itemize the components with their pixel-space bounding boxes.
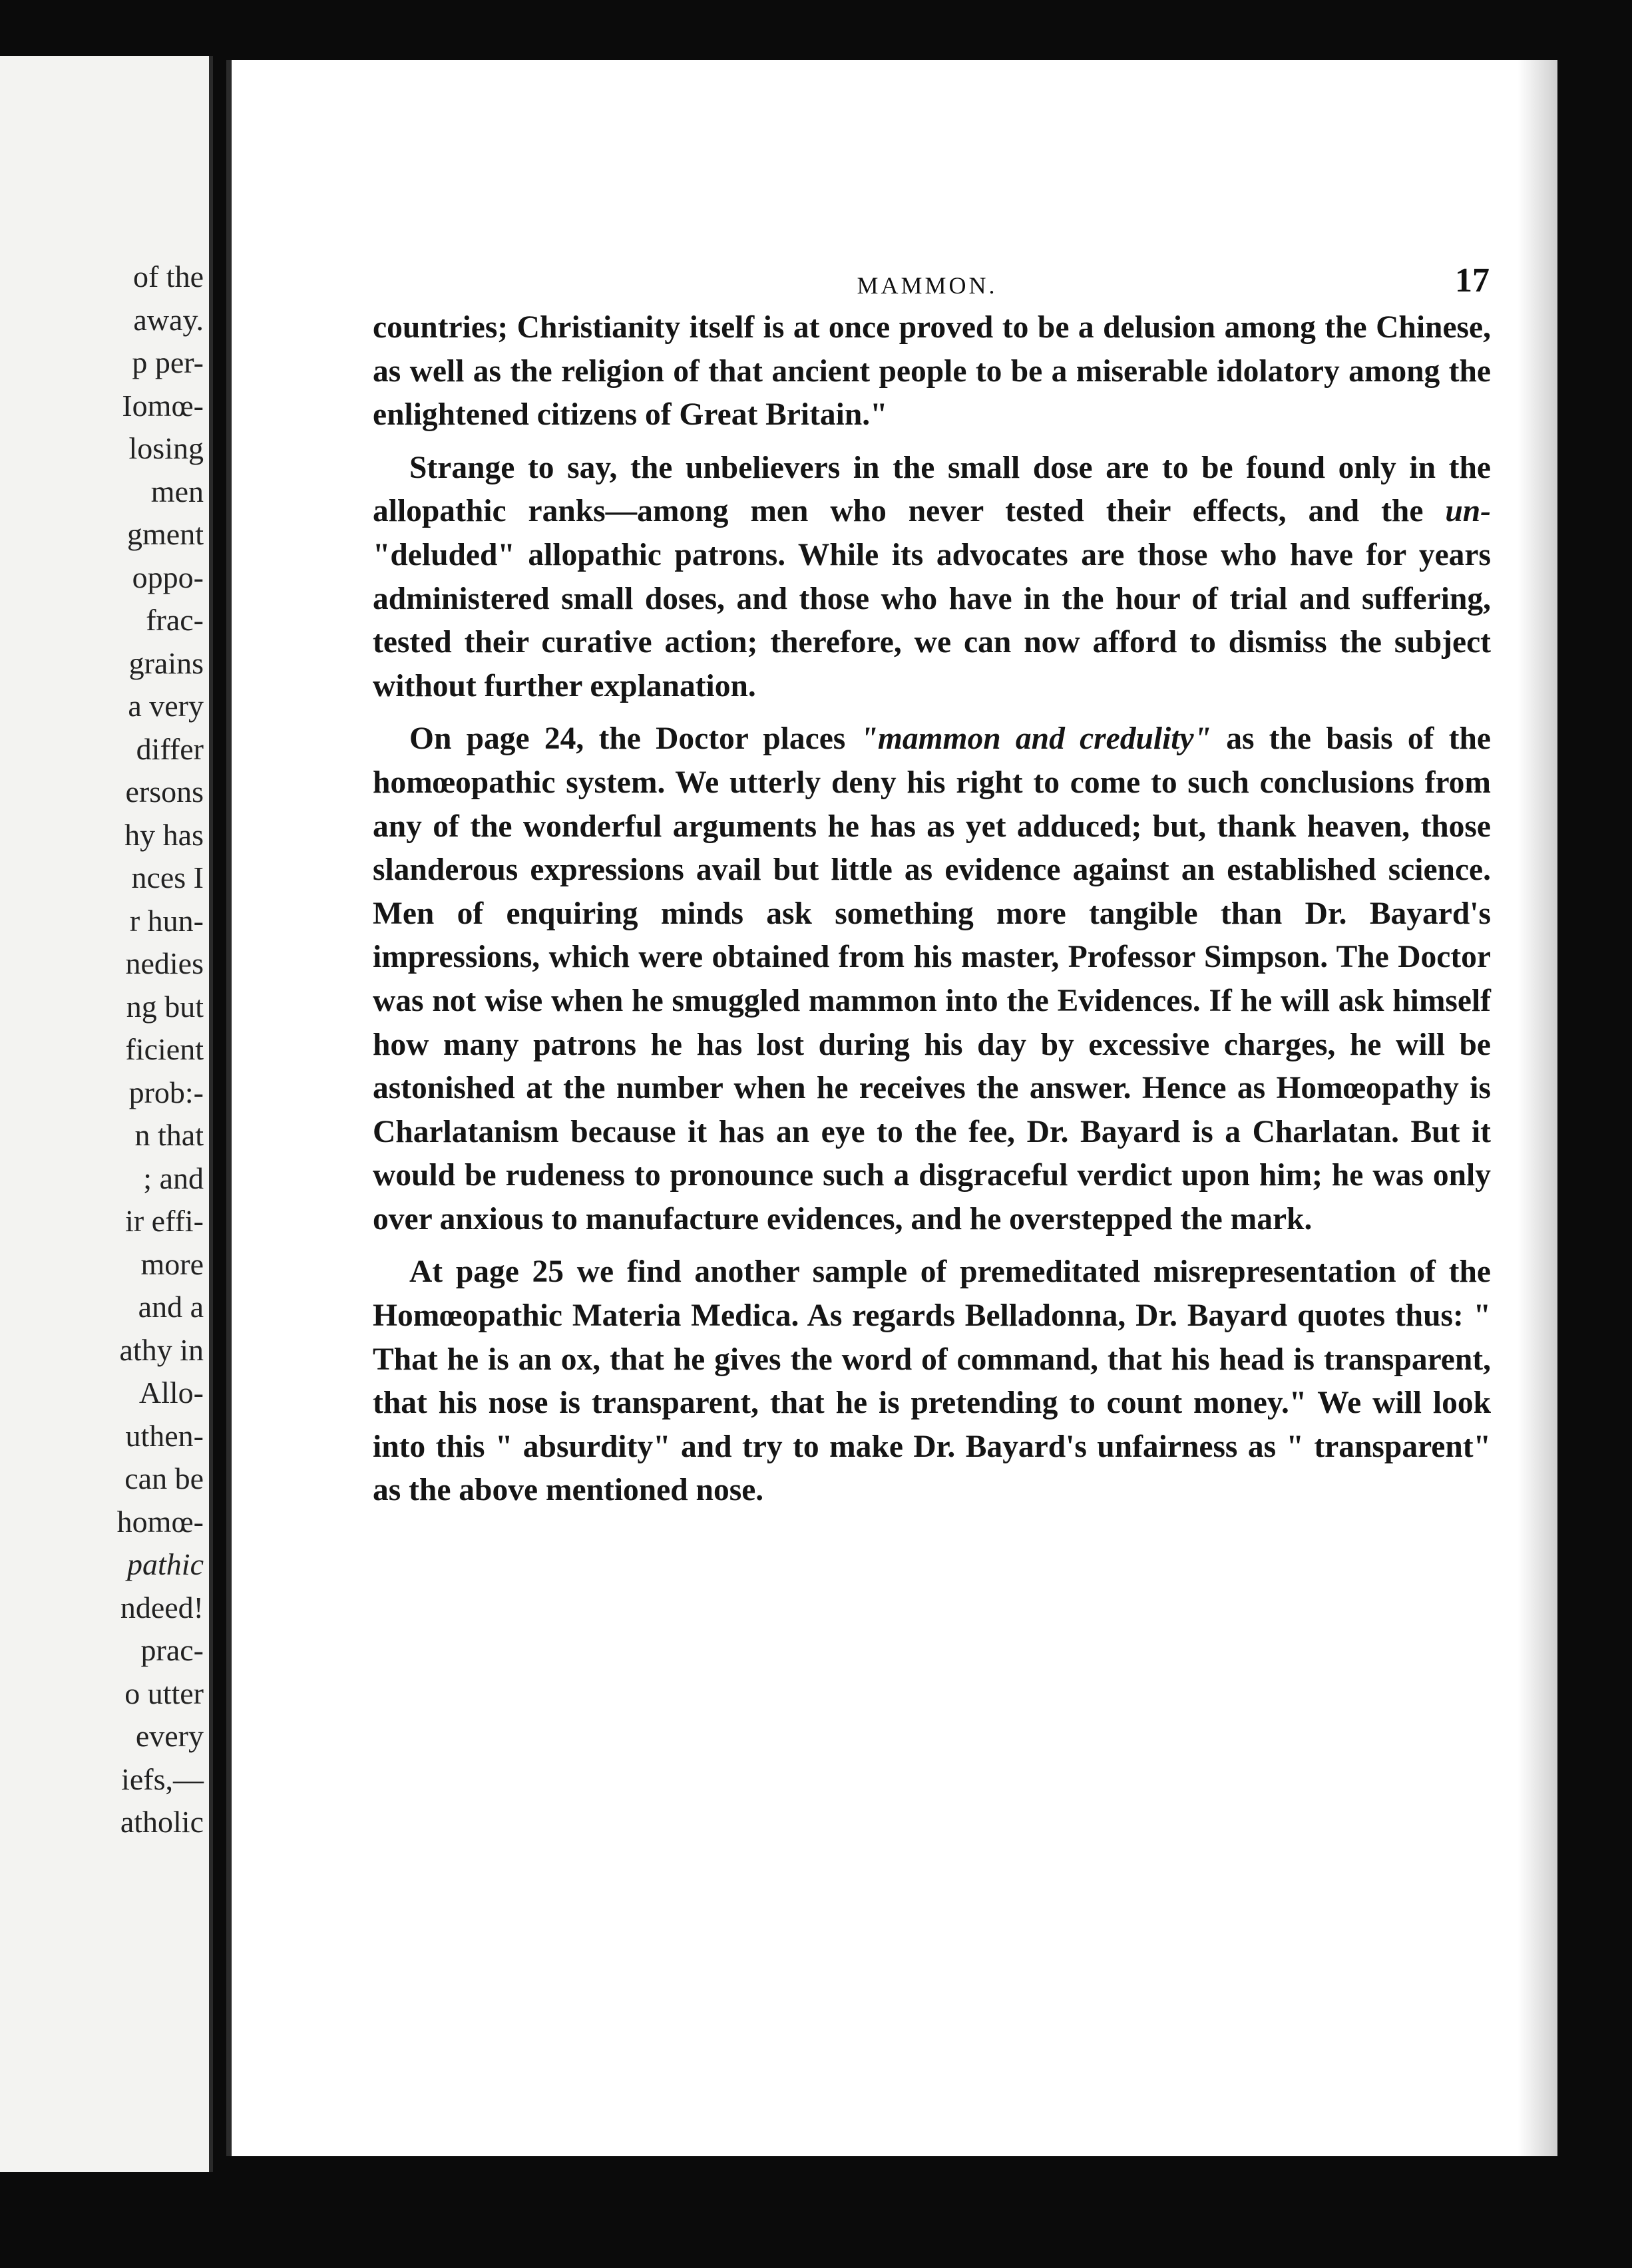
left-page-line: grains [128,646,204,680]
page-edge-shadow [1518,60,1557,2156]
left-page-line: nces I [131,860,204,894]
left-page-line: and a [138,1290,204,1324]
left-page-line: uthen- [125,1418,204,1453]
paragraph [373,306,1491,437]
paragraph [373,717,1491,1241]
left-page-line: nedies [125,946,204,980]
left-page-line: ir effi- [125,1204,204,1238]
left-page-line: homœ- [116,1504,204,1539]
left-page-line: p per- [132,345,204,379]
left-page-line: n that [134,1118,204,1152]
left-page-line: Iomœ- [122,388,204,423]
left-page-line: ng but [126,989,204,1024]
left-page-line: prob:- [128,1075,204,1109]
left-page-text-column [117,256,204,1844]
left-page-line: iefs,— [121,1762,204,1796]
left-page-line: atholic [120,1805,204,1839]
left-page-line: a very [128,689,204,723]
left-page-line: differ [136,731,204,766]
running-head [365,260,1490,306]
left-page-line: hy has [124,817,204,852]
left-page-line: ; and [143,1161,204,1195]
paragraph [373,1250,1491,1513]
text-run: "deluded" allopathic patrons. While its advocates are those who have for years administered small doses, and those who have in the hour of trial and suffering, tested their curative action; therefore, we can now afford to dismiss the subject without further explanation. [373,537,1491,703]
left-page-line: ndeed! [120,1590,204,1624]
left-page-line: prac- [140,1633,204,1667]
left-page-line: r hun- [129,903,204,938]
left-page-line: pathic [127,1547,204,1581]
left-page-line: every [135,1719,204,1753]
text-run: On page 24, the Doctor places [409,721,861,757]
left-page-line: frac- [146,603,204,637]
page-number: 17 [1455,262,1490,299]
left-page-line: of the [132,260,204,293]
book-gutter [209,56,213,2172]
italic-text-run: un- [1445,494,1491,529]
left-page-line: oppo- [132,560,204,594]
left-page-fragment [0,56,213,2172]
italic-text-run: "mammon and credulity" [860,721,1211,757]
left-page-line: men [150,474,204,508]
left-page-line: gment [127,517,204,551]
left-page-line: away. [133,302,204,337]
left-page-line: more [140,1246,204,1281]
text-run: countries; Christianity itself is at once proved to be a delusion among the Chinese, as well as the religion of that ancient people to be a miserable idolatory among the enlightened citizens of Great Britain." [373,310,1491,433]
left-page-line: ficient [125,1032,204,1066]
left-page-line: can be [124,1461,204,1495]
left-page-line: athy in [119,1332,204,1367]
paragraph [373,447,1491,709]
body-text [373,306,1491,1513]
text-run: Strange to say, the unbelievers in the small dose are to be found only in the allopathic ranks—among men who never tested their effects, and the [373,450,1491,529]
left-page-line: losing [128,431,204,465]
running-title: MAMMON. [857,272,998,299]
left-page-line: o utter [124,1676,204,1710]
right-page [226,60,1557,2156]
text-run: At page 25 we find another sample of premeditated misrepresentation of the Homœopathic Materia Medica. As regards Belladonna, Dr. Bayard quotes thus: " That he is an ox, that he gives the word of command, that his head is transparent, that his nose is transparent, that he is pretending to count money." We will look into this " absurdity" and try to make Dr. Bayard's unfairness as " transparent" as the above mentioned nose. [373,1254,1491,1508]
left-page-line: ersons [125,775,204,809]
text-run: as the basis of the homœopathic system. We utterly deny his right to come to such conclusions from any of the wonderful arguments he has as yet adduced; but, thank heaven, those slanderous expressions avail but little as evidence against an established science. Men of enquiring minds ask something more tangible than Dr. Bayard's impressions, which were obtained from his master, Professor Simpson. The Doctor was not wise when he smuggled mammon into the Evidences. If he will ask himself how many patrons he has lost during his day by excessive charges, he will be astonished at the number when he receives the answer. Hence as Homœopathy is Charlatanism because it has an eye to the fee, Dr. Bayard is a Charlatan. But it would be rudeness to pronounce such a disgraceful verdict upon him; he was only over anxious to manufacture evidences, and he overstepped the mark. [373,721,1491,1236]
left-page-line: Allo- [138,1376,204,1410]
